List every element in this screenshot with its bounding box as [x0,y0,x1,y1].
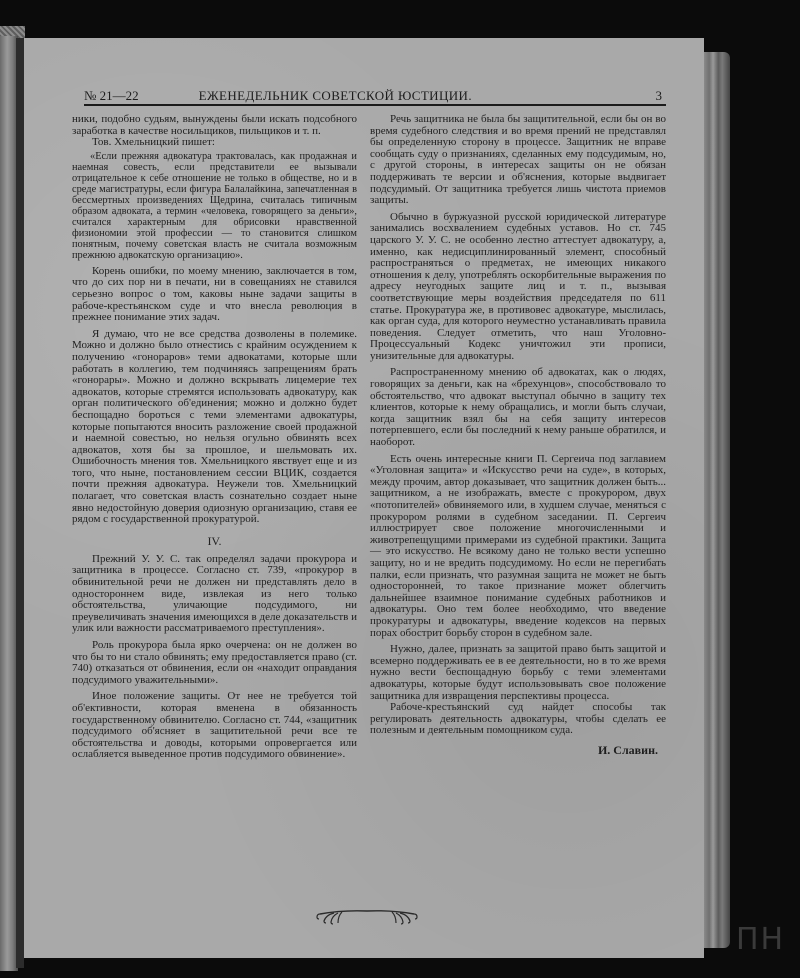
paragraph: Иное положение защиты. От нее не требуется той об'ективности, которая вменена в обязанность государственному обвинителю. Согласно ст. 744, «защитник подсудимого об'ясняет в защитительной речи все те обстоятельства и доводы, которыми опровергается или ослабляется выведенное против подсудимого обвинение». [72,690,357,761]
book-gutter [16,38,24,968]
paragraph: Роль прокурора была ярко очерчена: он не должен во что бы то ни стало обвинять; ему предоставляется право (ст. 740) отказаться от обвинения, если он «находит оправдания подсудимого уважительными». [72,639,357,686]
ornament [312,906,422,928]
paragraph: Прежний У. У. С. так определял задачи прокурора и защитника в процессе. Согласно ст. 739, «прокурор в обвинительной речи не должен ни представлять дело в одностороннем виде, извлекая из него только обстоятельства, уличающие подсудимого, ни преувеличивать значения имеющихся в деле доказательств и улик или важности рассматриваемого преступления». [72,552,357,635]
journal-title: ЕЖЕНЕДЕЛЬНИК СОВЕТСКОЙ ЮСТИЦИИ. [198,88,472,103]
paragraph: Корень ошибки, по моему мнению, заключается в том, что до сих пор ни в печати, ни в совещаниях не ставился серьезно вопрос о том, каковы ныне задачи защиты в рабоче-крестьянском суде и что внесла революция в прежнее понимание этих задач. [72,264,357,324]
author-signature: И. Славин. [597,742,658,757]
right-column [370,114,666,757]
running-header [84,86,666,106]
page-number: 3 [655,88,662,103]
issue-number: № 21—22 [84,88,139,103]
paragraph: Обычно в буржуазной русской юридической литературе занимались восхвалением судебных уставов. Но ст. 745 царского У. У. С. не особенно лестно аттестует адвокатуру, а, именно, как недисциплинированный элемент, способный распространяться о предметах, не имеющих никакого отношения к делу, употреблять оскорбительные выражения по адресу неугодных защите лиц и т. п., вызывая соответствующие меры воздействия председателя по 611 статье. Прокуратура же, в противовес адвокатуре, мыслилась, как орган суда, для которого неуместно устанавливать правила поведения. Следует отметить, что наш Уголовно-Процессуальный Кодекс уничтожил эти прописи, унизительные для адвокатуры. [370,210,666,362]
paragraph: Рабоче-крестьянский суд найдет способы так регулировать деятельность адвокатуры, чтобы сделать ее полезным и деятельным помощником суда. [370,701,666,737]
paragraph: ники, подобно судьям, вынуждены были искать подсобного заработка в качестве носильщиков, пильщиков и т. п. [72,113,357,137]
paragraph: Я думаю, что не все средства дозволены в полемике. Можно и должно было отнестись с крайним осуждением к получению «гонораров» теми адвокатами, которые шли работать в коллегию, тем подчиняясь запрещениям брать «гонорары». Можно и должно вскрывать лицемерие тех адвокатов, которые стремятся использовать адвокатуру, как орган политического об'единения; можно и должно будет беспощадно бороться с теми элементами адвокатуры, которые попытаются вносить разложение своей продажной и наемной совестью, но нельзя огульно обвинять всех адвокатов, хотя бы за прошлое, и шельмовать их. Ошибочность мнения тов. Хмельницкого явствует еще и из того, что ныне, постановлением сессии ВЦИК, создается почти прежняя адвокатура. Неужели тов. Хмельницкий полагает, что советская власть сознательно создает ныне явно недостойную доверия одиозную организацию, ставя ее рядом с государственной прокуратурой. [72,327,357,526]
paragraph: Нужно, далее, признать за защитой право быть защитой и всемерно поддерживать ее в ее деятельности, но в то же время нужно вести беспощадную борьбу с теми элементами адвокатуры, которые будут использовывать свое положение защитника для извращения перспективы процесса. [370,643,666,702]
block-quote: «Если прежняя адвокатура трактовалась, как продажная и наемная совесть, если представители ее вызывали отрицательное к себе отношение не только в обществе, но и в среде магистратуры, если фигура Балалайкина, запечатленная в бессмертных произведениях Щедрина, считалась типичным образом адвоката, а термин «человека, говорящего за деньги», считался характерным для обрисовки нравственной физиономии этой профессии — то становится слишком понятным, почему советская власть не считала возможным прежнюю адвокатскую организацию». [72,150,357,261]
paragraph: Есть очень интересные книги П. Сергеича под заглавием «Уголовная защита» и «Искусство речи на суде», в которых, между прочим, автор доказывает, что защитник должен быть... защитником, а не изображать, вместе с прокурором, двух «потопителей» обвиняемого или, в худшем случае, меняться с прокурором ролями в судебном заседании. П. Сергеич иллюстрирует свое положение многочисленными и животрепещущими примерами из судебной практики. Защита — это искусство. Не всякому дано не только вести успешно защиту, но и не вредить подсудимому. Но если не перегибать палки, если признать, что разумная защита не может не быть односторонней, то такое признание может облегчить дальнейшее взаимное понимание судебных работников и адвокатуры. Оно тем более необходимо, что введение прокуратуры и адвокатуры, введение кодексов на первых порах обострит борьбу сторон в судебном зале. [370,452,666,639]
scan-mark: ΠΗ [736,922,786,957]
paragraph: Распространенному мнению об адвокатах, как о людях, говорящих за деньги, как на «брехунцов», способствовало то обстоятельство, что адвокат выступал обычно в защиту тех клиентов, которые к нему обращались, и могли быть случаи, когда защитник взял бы на себя защиту интересов потерпевшего, если бы последний к нему раньше обратился, и наоборот. [370,366,666,449]
left-column [72,114,357,761]
flourish-ornament-icon [312,906,422,928]
section-heading: IV. [207,533,222,548]
paragraph: Речь защитника не была бы защитительной, если бы он во время судебного следствия и во время прений не представлял бы определенную сторону в процессе. Защитник не вправе сообщать суду о признаниях, сделанных ему подсудимым, но, с другой стороны, в интересах защиты он не обязан поддерживать те версии и об'яснения, которые выдвигает подсудимый. От защитника требуется лишь чистота приемов защиты. [370,113,666,207]
page-stack-edge [704,52,730,948]
paragraph: Тов. Хмельницкий пишет: [92,136,215,149]
